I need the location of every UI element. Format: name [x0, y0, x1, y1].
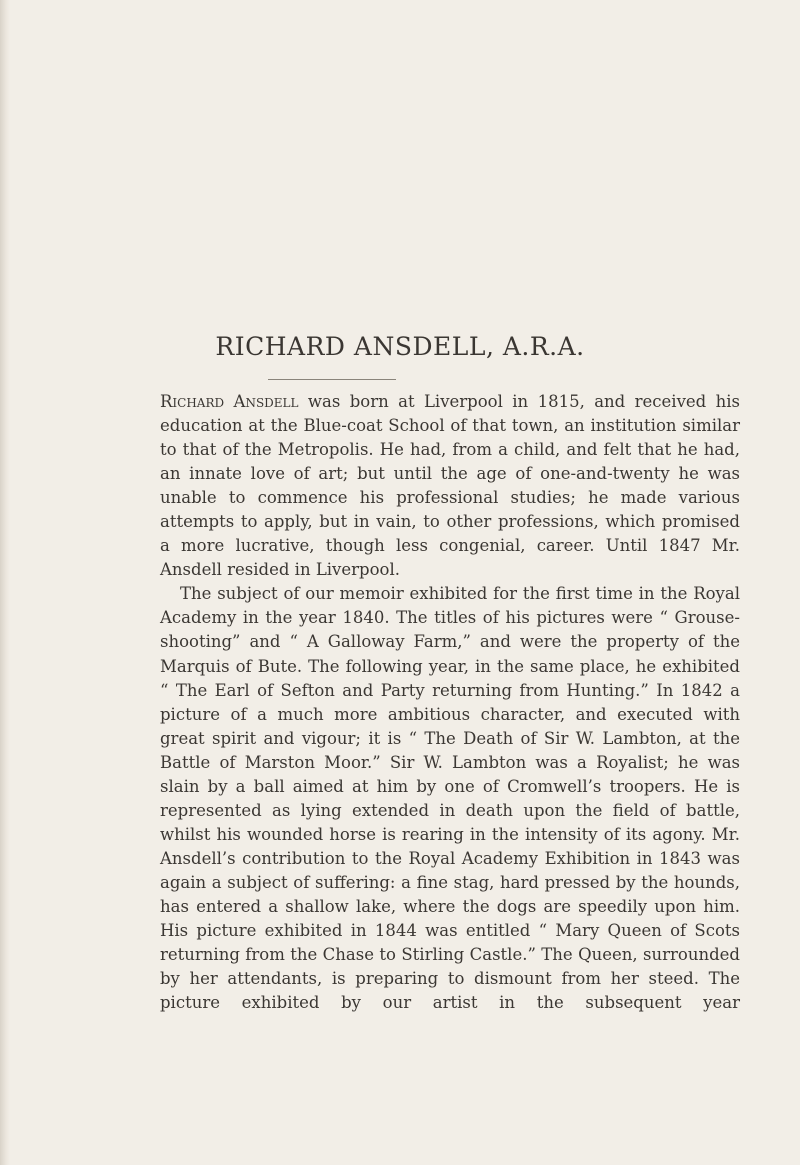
paragraph-1-lead: Richard Ansdell — [160, 392, 299, 411]
paragraph-1-text: was born at Liverpool in 1815, and received his education at the Blue-coat School of that town, an institution similar to that of the Metropolis. He had, from a child, and felt that he had, an innate love of art; but until the age of one-and-twenty he was unable to commence his professional studies; he made various attempts to apply, but in vain, to other professions, which promised a more lucrative, though less congenial, career. Until 1847 Mr. Ansdell resided in Liverpool. — [160, 392, 740, 580]
chapter-title: RICHARD ANSDELL, A.R.A. — [215, 332, 585, 361]
title-divider — [268, 379, 396, 380]
page-spine-shadow — [0, 0, 10, 1165]
paragraph-2: The subject of our memoir exhibited for the first time in the Royal Academy in the year 1840. The titles of his pictures were “ Grouse-shooting” and “ A Galloway Farm,” and were the property of the Marquis of Bute. The following year, in the same place, he exhibited “ The Earl of Sefton and Party returning from Hunting.” In 1842 a picture of a much more ambitious character, and executed with great spirit and vigour; it is “ The Death of Sir W. Lambton, at the Battle of Marston Moor.” Sir W. Lambton was a Royalist; he was slain by a ball aimed at him by one of Cromwell’s troopers. He is represented as lying extended in death upon the field of battle, whilst his wounded horse is rearing in the intensity of its agony. Mr. Ansdell’s contribution to the Royal Academy Exhibition in 1843 was again a subject of suffering: a fine stag, hard pressed by the hounds, has entered a shallow lake, where the dogs are speedily upon him. His picture exhibited in 1844 was entitled “ Mary Queen of Scots returning from the Chase to Stirling Castle.” The Queen, surrounded by her attendants, is preparing to dismount from her steed. The picture exhibited by our artist in the subsequent year — [160, 584, 740, 1013]
article-body — [160, 390, 740, 1015]
paragraph-1 — [160, 390, 740, 582]
